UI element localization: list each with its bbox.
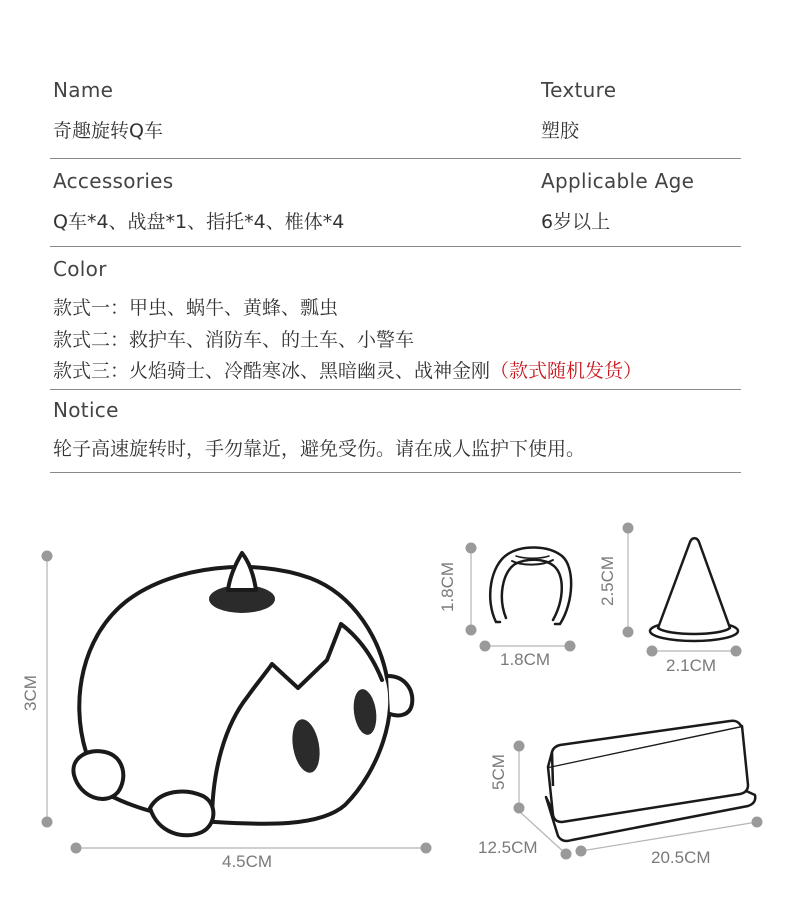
accessories-label: Accessories xyxy=(53,169,174,193)
cone-height-label: 2.5CM xyxy=(598,555,617,606)
accessories-value: Q车*4、战盘*1、指托*4、椎体*4 xyxy=(53,211,345,233)
texture-label: Texture xyxy=(541,78,617,102)
color-line-3-text: 款式三：火焰骑士、冷酷寒冰、黑暗幽灵、战神金刚 xyxy=(53,360,491,382)
color-line-2: 款式二：救护车、消防车、的土车、小警车 xyxy=(53,329,415,351)
notice-label: Notice xyxy=(53,398,119,422)
color-random-note: （款式随机发货） xyxy=(490,360,643,382)
ring-width-label: 1.8CM xyxy=(500,650,551,669)
car-illustration xyxy=(73,553,412,835)
name-value: 奇趣旋转Q车 xyxy=(53,120,163,142)
cone-illustration xyxy=(650,538,738,641)
box-height-label: 5CM xyxy=(489,754,508,790)
box-length-label: 20.5CM xyxy=(651,848,711,867)
ring-illustration xyxy=(490,547,571,624)
color-label: Color xyxy=(53,257,107,281)
age-value: 6岁以上 xyxy=(541,211,611,233)
notice-value: 轮子高速旋转时，手勿靠近，避免受伤。请在成人监护下使用。 xyxy=(53,438,586,460)
car-width-label: 4.5CM xyxy=(222,852,273,871)
box-illustration xyxy=(546,721,755,841)
cone-width-label: 2.1CM xyxy=(666,656,717,675)
name-label: Name xyxy=(53,78,114,102)
texture-value: 塑胶 xyxy=(541,120,580,142)
age-label: Applicable Age xyxy=(541,169,695,193)
color-line-1: 款式一：甲虫、蜗牛、黄蜂、瓢虫 xyxy=(53,297,339,319)
box-depth-label: 12.5CM xyxy=(478,838,538,857)
car-height-label: 3CM xyxy=(21,675,40,711)
ring-height-label: 1.8CM xyxy=(438,561,457,612)
